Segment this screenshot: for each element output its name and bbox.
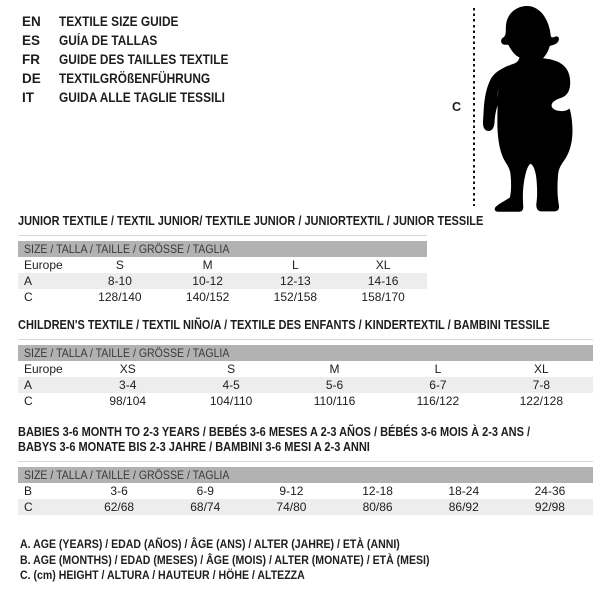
language-code: ES: [22, 33, 41, 48]
language-title: GUIDA ALLE TAGLIE TESSILI: [59, 90, 225, 105]
language-code: DE: [22, 71, 41, 86]
table-row: [18, 257, 427, 273]
height-measure-label: C: [452, 100, 462, 114]
table-cell: 62/68: [104, 500, 135, 514]
size-header-label: SIZE / TALLA / TAILLE / GRÖSSE / TAGLIA: [24, 242, 230, 256]
table-title-line: JUNIOR TEXTILE / TEXTIL JUNIOR/ TEXTILE JUNIOR / JUNIORTEXTIL / JUNIOR TESSILE: [18, 214, 484, 228]
table-title-line: BABYS 3-6 MONATE BIS 2-3 JAHRE / BAMBINI 3-6 MESI A 2-3 ANNI: [18, 440, 370, 454]
junior-size-table: [18, 214, 484, 305]
footnote-line: [20, 537, 485, 553]
table-cell: M: [329, 362, 340, 376]
language-row: [22, 12, 252, 31]
language-code: IT: [22, 90, 34, 105]
table-cell: 12-18: [362, 484, 393, 498]
baby-silhouette-icon: [483, 4, 593, 214]
children-size-table: [18, 318, 593, 409]
language-row: [22, 69, 252, 88]
table-row: [18, 499, 593, 515]
table-row: [18, 483, 593, 499]
language-title: TEXTILE SIZE GUIDE: [59, 14, 179, 29]
table-title: [18, 425, 593, 455]
table-cell: 18-24: [448, 484, 480, 498]
table-cell: S: [227, 362, 236, 376]
table-cell: 7-8: [532, 378, 550, 392]
table-row: [18, 393, 593, 409]
table-cell: 110/116: [313, 394, 356, 408]
language-title-block: [22, 12, 252, 107]
footnote-line: [20, 568, 485, 584]
table-cell: 10-12: [192, 274, 223, 288]
table-cell: XL: [375, 258, 391, 272]
table-cell: 74/80: [276, 500, 307, 514]
size-header-bar: [18, 467, 593, 483]
table-cell: 8-10: [107, 274, 132, 288]
size-header-label: SIZE / TALLA / TAILLE / GRÖSSE / TAGLIA: [24, 346, 230, 360]
table-cell: 3-6: [110, 484, 128, 498]
table-row: [18, 273, 427, 289]
table-cell: 68/74: [190, 500, 221, 514]
table-cell: 128/140: [98, 290, 142, 304]
table-row: [18, 289, 427, 305]
row-label: C: [24, 290, 33, 304]
language-title: GUÍA DE TALLAS: [59, 33, 158, 48]
babies-size-table: [18, 425, 593, 515]
table-cell: 5-6: [325, 378, 344, 392]
table-row: [18, 377, 593, 393]
divider-rule: [18, 235, 427, 236]
table-rows: [18, 483, 593, 515]
table-rows: [18, 361, 593, 409]
table-title-line: BABIES 3-6 MONTH TO 2-3 YEARS / BEBÉS 3-6 MESES A 2-3 AÑOS / BÉBÉS 3-6 MOIS À 2-3 ANS /: [18, 425, 531, 439]
table-cell: 6-7: [429, 378, 447, 392]
footnotes-block: [20, 537, 485, 584]
table-cell: 3-4: [119, 378, 137, 392]
row-label: A: [24, 274, 33, 288]
table-cell: XL: [533, 362, 549, 376]
footnote-text: C. (cm) HEIGHT / ALTURA / HAUTEUR / HÖHE / ALTEZZA: [20, 568, 305, 582]
language-row: [22, 31, 252, 50]
language-title: GUIDE DES TAILLES TEXTILE: [59, 52, 229, 67]
size-header-bar: [18, 345, 593, 361]
table-cell: 158/170: [361, 290, 405, 304]
language-title: TEXTILGRÖßENFÜHRUNG: [59, 71, 211, 86]
table-cell: 140/152: [185, 290, 230, 304]
row-label: B: [24, 484, 33, 498]
table-cell: 92/98: [534, 500, 565, 514]
table-cell: 122/128: [519, 394, 564, 408]
language-code: EN: [22, 14, 41, 29]
table-cell: 9-12: [279, 484, 304, 498]
table-cell: 14-16: [367, 274, 399, 288]
table-cell: 4-5: [222, 378, 240, 392]
height-measure-dotted-line: [473, 8, 475, 206]
divider-rule: [18, 461, 593, 462]
row-label: Europe: [24, 258, 63, 272]
divider-rule: [18, 339, 593, 340]
table-title-line: CHILDREN'S TEXTILE / TEXTIL NIÑO/A / TEXTILE DES ENFANTS / KINDERTEXTIL / BAMBINI TESSILE: [18, 318, 550, 332]
row-label: C: [24, 394, 33, 408]
table-cell: 98/104: [109, 394, 147, 408]
row-label: A: [24, 378, 33, 392]
table-cell: 80/86: [362, 500, 393, 514]
table-cell: 116/122: [416, 394, 460, 408]
table-cell: 12-13: [280, 274, 311, 288]
table-cell: S: [115, 258, 124, 272]
language-row: [22, 88, 252, 107]
table-cell: 86/92: [448, 500, 479, 514]
table-title: [18, 214, 484, 229]
table-rows: [18, 257, 427, 305]
table-title: [18, 318, 593, 333]
table-cell: L: [434, 362, 442, 376]
table-cell: 152/158: [273, 290, 318, 304]
table-cell: XS: [119, 362, 136, 376]
footnote-line: [20, 553, 485, 569]
size-header-bar: [18, 241, 427, 257]
language-row: [22, 50, 252, 69]
table-cell: M: [202, 258, 213, 272]
footnote-text: A. AGE (YEARS) / EDAD (AÑOS) / ÂGE (ANS) / ALTER (JAHRE) / ETÀ (ANNI): [20, 537, 400, 551]
table-cell: 104/110: [209, 394, 253, 408]
table-cell: 24-36: [534, 484, 566, 498]
footnote-text: B. AGE (MONTHS) / EDAD (MESES) / ÂGE (MOIS) / ALTER (MONATE) / ETÀ (MESI): [20, 552, 430, 567]
row-label: C: [24, 500, 33, 514]
size-header-label: SIZE / TALLA / TAILLE / GRÖSSE / TAGLIA: [24, 468, 230, 482]
table-cell: 6-9: [196, 484, 214, 498]
table-cell: L: [292, 258, 299, 272]
row-label: Europe: [24, 362, 63, 376]
table-row: [18, 361, 593, 377]
language-code: FR: [22, 52, 40, 67]
